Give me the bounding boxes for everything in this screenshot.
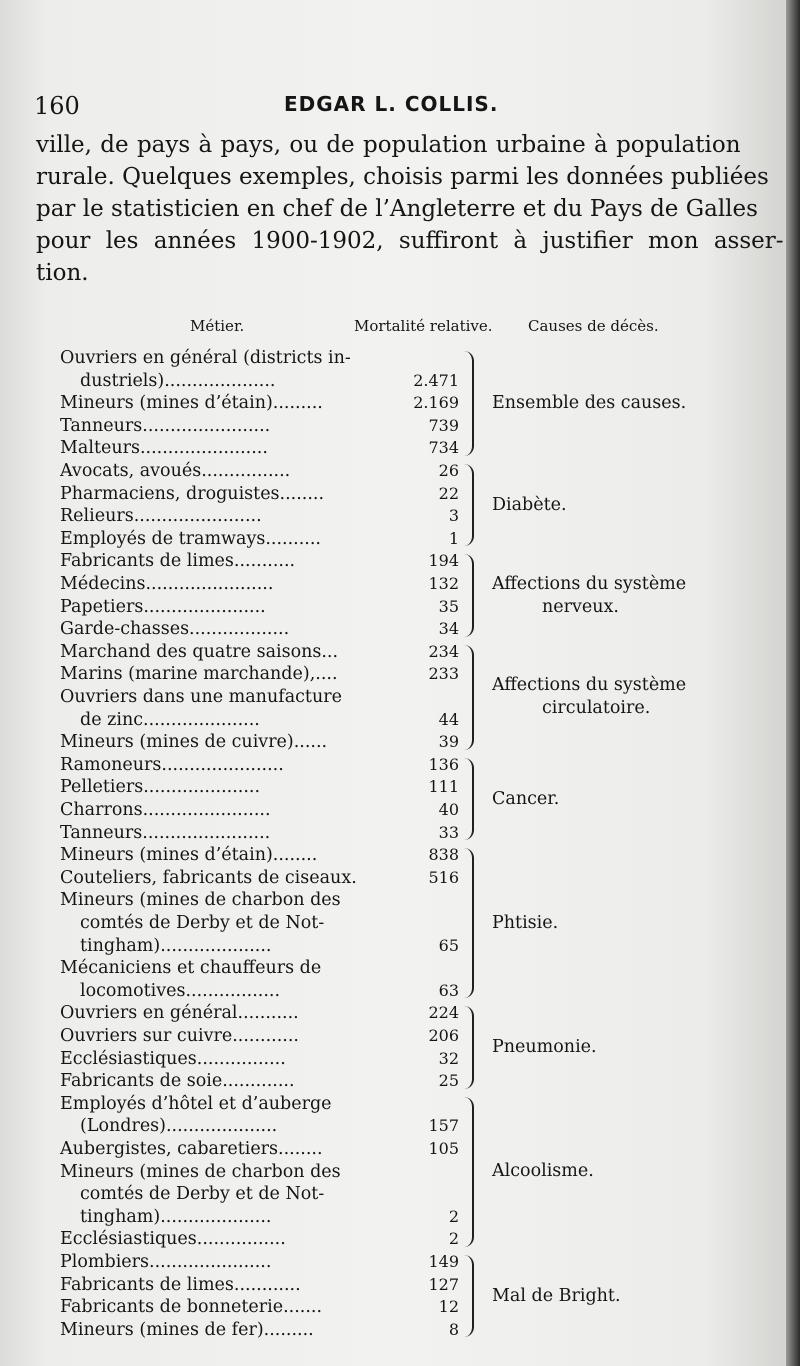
group-brace — [458, 1255, 474, 1337]
table-row — [60, 935, 480, 957]
table-row — [60, 1138, 480, 1160]
table-row — [60, 731, 480, 753]
occupation-label: Mineurs (mines de fer)......... — [60, 1319, 314, 1340]
occupation-label: Fabricants de bonneterie....... — [60, 1297, 323, 1318]
mortality-value: 39 — [438, 732, 459, 752]
table-row — [60, 618, 480, 640]
cause-line: Mal de Bright. — [492, 1285, 621, 1306]
column-header-causes: Causes de décès. — [528, 317, 659, 335]
occupation-label: Garde-chasses.................. — [60, 619, 290, 640]
occupation-label: Ecclésiastiques................ — [60, 1229, 286, 1250]
table-row — [60, 1228, 480, 1250]
occupation-label: Mineurs (mines de cuivre)...... — [60, 732, 328, 753]
mortality-value: 40 — [438, 800, 459, 819]
paragraph-line: pour les années 1900-1902, suffiront à justifier mon asser- — [36, 228, 784, 254]
table-row — [60, 889, 480, 911]
cause-label — [492, 912, 558, 935]
occupation-label: Charrons....................... — [60, 800, 271, 820]
mortality-value: 34 — [438, 619, 459, 639]
mortality-value: 8 — [448, 1319, 459, 1339]
table-row — [60, 550, 480, 572]
table-row — [60, 1070, 480, 1092]
occupation-label: Mineurs (mines de charbon des — [60, 1161, 341, 1182]
occupation-label: Employés d’hôtel et d’auberge — [60, 1093, 332, 1114]
mortality-value: 65 — [438, 935, 459, 955]
mortality-value: 25 — [438, 1071, 459, 1091]
occupation-label: Ouvriers en général (districts in- — [60, 348, 351, 368]
mortality-value: 838 — [428, 845, 459, 865]
table-row — [60, 573, 480, 595]
table-row — [60, 1296, 480, 1318]
mortality-value: 149 — [428, 1252, 459, 1271]
table-row — [60, 596, 480, 618]
cause-label — [492, 1160, 594, 1183]
occupation-label: Plombiers...................... — [60, 1252, 272, 1272]
table-row — [60, 980, 480, 1002]
cause-label — [492, 1036, 597, 1059]
occupation-label: (Londres).................... — [80, 1116, 278, 1137]
occupation-label: Aubergistes, cabaretiers........ — [60, 1139, 323, 1159]
cause-label — [492, 674, 686, 720]
paragraph-line: tion. — [36, 260, 89, 286]
table-row — [60, 912, 480, 934]
table-row — [60, 483, 480, 505]
mortality-value: 105 — [428, 1139, 459, 1158]
table-row — [60, 822, 480, 844]
cause-line: Alcoolisme. — [492, 1161, 594, 1182]
occupation-label: Ouvriers dans une manufacture — [60, 687, 342, 707]
cause-line: Affections du système — [492, 675, 687, 696]
cause-line: Diabète. — [492, 494, 567, 515]
occupation-label: Ouvriers en général........... — [60, 1003, 299, 1024]
cause-label — [492, 392, 686, 415]
cause-line: nerveux. — [542, 596, 619, 617]
mortality-value: 3 — [448, 506, 459, 526]
cause-label — [492, 1285, 621, 1308]
occupation-label: tingham).................... — [80, 935, 272, 956]
occupation-label: Employés de tramways.......... — [60, 528, 321, 549]
page-number: 160 — [34, 92, 80, 120]
occupation-label: Fabricants de soie............. — [60, 1071, 295, 1092]
occupation-label: Papetiers...................... — [60, 596, 266, 617]
table-row — [60, 437, 480, 459]
occupation-label: Fabricants de limes........... — [60, 551, 296, 572]
occupation-label: Médecins....................... — [60, 574, 274, 594]
table-row — [60, 392, 480, 414]
table-row — [60, 957, 480, 979]
occupation-label: tingham).................... — [80, 1206, 272, 1227]
occupation-label: Tanneurs....................... — [60, 415, 271, 436]
table-row — [60, 1251, 480, 1273]
mortality-value: 111 — [428, 777, 459, 797]
table-row — [60, 505, 480, 527]
mortality-value: 26 — [438, 461, 459, 480]
table-row — [60, 1274, 480, 1296]
cause-line: Cancer. — [492, 788, 560, 809]
paragraph-line: rurale. Quelques exemples, choisis parmi les données publiées — [36, 164, 769, 190]
table-row — [60, 1183, 480, 1205]
mortality-value: 12 — [438, 1297, 459, 1317]
mortality-value: 233 — [428, 664, 459, 684]
occupation-label: Ecclésiastiques................ — [60, 1048, 286, 1069]
cause-label — [492, 494, 567, 517]
group-brace — [458, 1097, 474, 1247]
table-row — [60, 686, 480, 708]
mortality-value: 2 — [448, 1229, 459, 1249]
table-row — [60, 641, 480, 663]
occupation-label: dustriels).................... — [80, 370, 276, 391]
mortality-value: 44 — [438, 709, 459, 729]
table-row — [60, 1048, 480, 1070]
mortality-value: 63 — [438, 980, 459, 1000]
table-row — [60, 1002, 480, 1024]
group-brace — [458, 464, 474, 546]
table-row — [60, 867, 480, 889]
occupation-label: Mineurs (mines d’étain)......... — [60, 393, 323, 414]
mortality-value: 22 — [438, 483, 459, 503]
occupation-label: Ouvriers sur cuivre............ — [60, 1026, 299, 1046]
occupation-label: Fabricants de limes............ — [60, 1274, 301, 1295]
table-row — [60, 1025, 480, 1047]
mortality-value: 206 — [428, 1026, 459, 1045]
group-brace — [458, 758, 474, 840]
occupation-label: Tanneurs....................... — [60, 822, 271, 843]
table-row — [60, 415, 480, 437]
group-brace — [458, 1006, 474, 1088]
table-row — [60, 1161, 480, 1183]
cause-line: Phtisie. — [492, 912, 559, 933]
occupation-label: Relieurs....................... — [60, 506, 262, 527]
occupation-label: de zinc..................... — [80, 709, 260, 730]
occupation-label: Mineurs (mines de charbon des — [60, 890, 341, 911]
mortality-value: 127 — [428, 1274, 459, 1294]
table-row — [60, 1093, 480, 1115]
mortality-value: 35 — [438, 596, 459, 616]
table-row — [60, 528, 480, 550]
cause-line: Affections du système — [492, 573, 687, 594]
table-row — [60, 1319, 480, 1341]
occupation-label: Marins (marine marchande),.... — [60, 664, 338, 685]
table-row — [60, 799, 480, 821]
mortality-value: 194 — [428, 551, 459, 571]
cause-line: circulatoire. — [542, 698, 651, 719]
occupation-label: Ramoneurs...................... — [60, 754, 284, 775]
cause-label — [492, 788, 559, 811]
occupation-label: comtés de Derby et de Not- — [80, 913, 325, 933]
mortality-value: 2.169 — [413, 393, 459, 413]
occupation-label: Malteurs....................... — [60, 438, 268, 459]
table-row — [60, 460, 480, 482]
occupation-label: Avocats, avoués................ — [60, 461, 291, 481]
cause-line: Pneumonie. — [492, 1037, 597, 1058]
occupation-label: Pelletiers..................... — [60, 777, 261, 798]
mortality-value: 136 — [428, 754, 459, 774]
mortality-value: 516 — [428, 867, 459, 887]
mortality-value: 132 — [428, 574, 459, 593]
mortality-value: 234 — [428, 641, 459, 661]
mortality-value: 33 — [438, 822, 459, 842]
group-brace — [458, 351, 474, 456]
occupation-label: Pharmaciens, droguistes........ — [60, 483, 325, 504]
table-row — [60, 370, 480, 392]
table-row — [60, 844, 480, 866]
mortality-value: 2.471 — [413, 370, 459, 390]
mortality-value: 32 — [438, 1048, 459, 1068]
occupation-label: locomotives................. — [80, 980, 281, 1001]
paragraph-line: ville, de pays à pays, ou de population urbaine à population — [36, 132, 741, 158]
table-row — [60, 347, 480, 369]
table-row — [60, 663, 480, 685]
page-edge-shadow — [786, 0, 800, 1366]
table-row — [60, 754, 480, 776]
occupation-label: comtés de Derby et de Not- — [80, 1184, 325, 1205]
column-header-metier: Métier. — [190, 317, 245, 335]
mortality-value: 157 — [428, 1116, 459, 1136]
group-brace — [458, 645, 474, 750]
cause-label — [492, 573, 686, 619]
mortality-value: 1 — [448, 528, 459, 548]
mortality-value: 2 — [448, 1206, 459, 1226]
table-row — [60, 776, 480, 798]
running-head: EDGAR L. COLLIS. — [284, 92, 499, 116]
occupation-label: Marchand des quatre saisons... — [60, 641, 339, 662]
mortality-value: 739 — [428, 415, 459, 435]
group-brace — [458, 848, 474, 998]
cause-line: Ensemble des causes. — [492, 393, 687, 413]
table-row — [60, 709, 480, 731]
occupation-label: Mineurs (mines d’étain)........ — [60, 845, 318, 866]
paragraph-line: par le statisticien en chef de l’Angleterre et du Pays de Galles — [36, 196, 758, 222]
mortality-value: 224 — [428, 1003, 459, 1023]
group-brace — [458, 554, 474, 636]
mortality-value: 734 — [428, 438, 459, 458]
column-header-mortalite: Mortalité relative. — [354, 317, 493, 335]
table-row — [60, 1115, 480, 1137]
table-row — [60, 1206, 480, 1228]
occupation-label: Couteliers, fabricants de ciseaux. — [60, 867, 357, 888]
occupation-label: Mécaniciens et chauffeurs de — [60, 958, 322, 979]
